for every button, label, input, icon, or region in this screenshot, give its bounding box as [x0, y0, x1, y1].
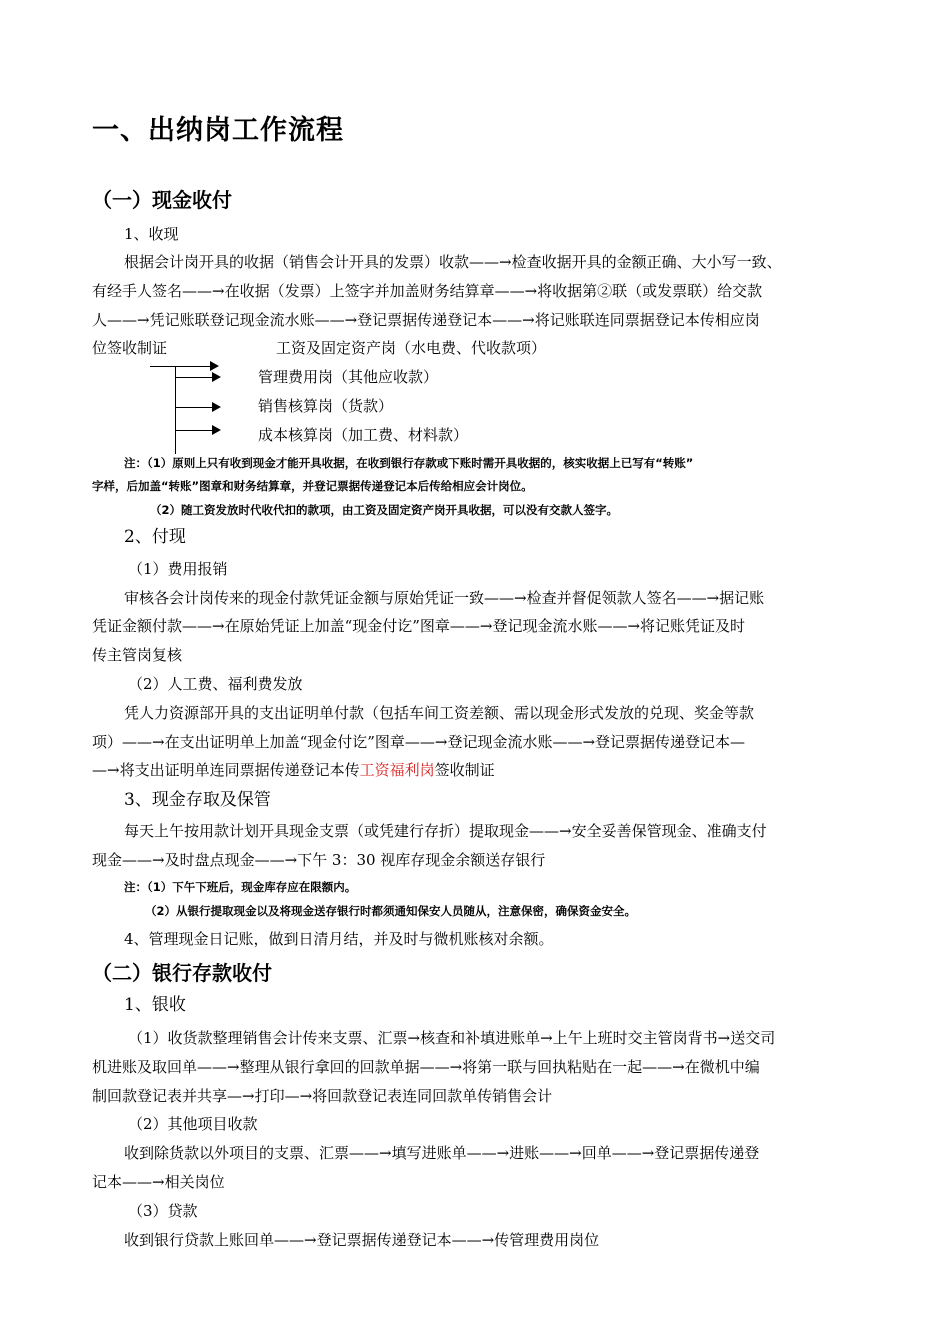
branch-item: 管理费用岗（其他应收款） — [258, 368, 439, 386]
paragraph-line: 记本——→相关岗位 — [92, 1173, 225, 1191]
paragraph-line: 位签收制证 — [92, 339, 168, 357]
sub-subheading: （2）其他项目收款 — [128, 1115, 258, 1133]
paragraph-line: 项）——→在支出证明单上加盖“现金付讫”图章——→登记现金流水账——→登记票据传递登记本— — [92, 733, 746, 751]
highlighted-text: 工资福利岗 — [359, 761, 435, 779]
branch-item: 成本核算岗（加工费、材料款） — [258, 426, 469, 444]
subheading-bank-receive: 1、银收 — [124, 995, 186, 1015]
branch-line-vertical — [175, 366, 176, 454]
paragraph-line: 收到除货款以外项目的支票、汇票——→填写进账单——→进账——→回单——→登记票据传递登 — [124, 1144, 760, 1162]
note-line: 注：（1）原则上只有收到现金才能开具收据，在收到银行存款或下账时需开具收据的，核实收据上已写有“转账” — [124, 456, 694, 470]
text-span: 签收制证 — [434, 761, 495, 779]
arrow-right-icon — [212, 372, 221, 382]
section-heading-cash: （一）现金收付 — [92, 188, 232, 212]
section-heading-bank: （二）银行存款收付 — [92, 961, 272, 985]
paragraph-line: 审核各会计岗传来的现金付款凭证金额与原始凭证一致——→检查并督促领款人签名——→据记账 — [124, 589, 765, 607]
paragraph-line: 传主管岗复核 — [92, 646, 183, 664]
note-line: （2）从银行提取现金以及将现金送存银行时都须通知保安人员随从，注意保密，确保资金安全。 — [145, 904, 636, 918]
paragraph-line: 机进账及取回单——→整理从银行拿回的回款单据——→将第一联与回执粘贴在一起——→在微机中编 — [92, 1058, 760, 1076]
paragraph-line: 每天上午按用款计划开具现金支票（或凭建行存折）提取现金——→安全妥善保管现金、准确支付 — [124, 822, 767, 840]
arrow-right-icon — [212, 402, 221, 412]
arrow-right-icon — [212, 425, 221, 435]
branch-item: 工资及固定资产岗（水电费、代收款项） — [276, 339, 547, 357]
paragraph-line: 人——→凭记账联登记现金流水账——→登记票据传递登记本——→将记账联连同票据登记本传相应岗 — [92, 311, 760, 329]
arrow-right-icon — [210, 361, 219, 371]
branch-line — [175, 377, 213, 378]
paragraph-line: 凭人力资源部开具的支出证明单付款（包括车间工资差额、需以现金形式发放的兑现、奖金等款 — [124, 704, 755, 722]
paragraph-line: 收到银行贷款上账回单——→登记票据传递登记本——→传管理费用岗位 — [124, 1231, 600, 1249]
branch-item: 销售核算岗（货款） — [258, 397, 394, 415]
paragraph-line: 制回款登记表并共享—→打印—→将回款登记表连同回款单传销售会计 — [92, 1087, 553, 1105]
subheading-pay-cash: 2、付现 — [124, 527, 186, 547]
sub-subheading: （3）贷款 — [128, 1202, 198, 1220]
sub-subheading: （2）人工费、福利费发放 — [128, 675, 303, 693]
page-title: 一、出纳岗工作流程 — [92, 115, 344, 146]
sub-subheading: （1）费用报销 — [128, 560, 228, 578]
paragraph-line: 根据会计岗开具的收据（销售会计开具的发票）收款——→检查收据开具的金额正确、大小写一致、 — [124, 253, 782, 271]
paragraph-line: 现金——→及时盘点现金——→下午 3：30 视库存现金余额送存银行 — [92, 851, 546, 869]
branch-line — [175, 407, 213, 408]
paragraph-line — [92, 760, 495, 780]
paragraph-line: 4、管理现金日记账，做到日清月结，并及时与微机账核对余额。 — [124, 930, 554, 948]
note-line: 注：（1）下午下班后，现金库存应在限额内。 — [124, 880, 357, 894]
paragraph-line: 凭证金额付款——→在原始凭证上加盖“现金付讫”图章——→登记现金流水账——→将记账凭证及时 — [92, 617, 746, 635]
branch-line — [175, 430, 213, 431]
subheading-cash-storage: 3、现金存取及保管 — [124, 790, 271, 810]
paragraph-line: 有经手人签名——→在收据（发票）上签字并加盖财务结算章——→将收据第②联（或发票联）给交款 — [92, 282, 763, 300]
text-span: —→将支出证明单连同票据传递登记本传 — [92, 761, 360, 779]
branch-line-top — [150, 366, 210, 367]
subheading-receive-cash: 1、收现 — [124, 225, 179, 243]
note-line: 字样，后加盖“转账”图章和财务结算章，并登记票据传递登记本后传给相应会计岗位。 — [92, 479, 533, 493]
note-line: （2）随工资发放时代收代扣的款项，由工资及固定资产岗开具收据，可以没有交款人签字。 — [150, 503, 618, 517]
paragraph-line: （1）收货款整理销售会计传来支票、汇票→核查和补填进账单→上午上班时交主管岗背书→送交司 — [128, 1029, 776, 1047]
